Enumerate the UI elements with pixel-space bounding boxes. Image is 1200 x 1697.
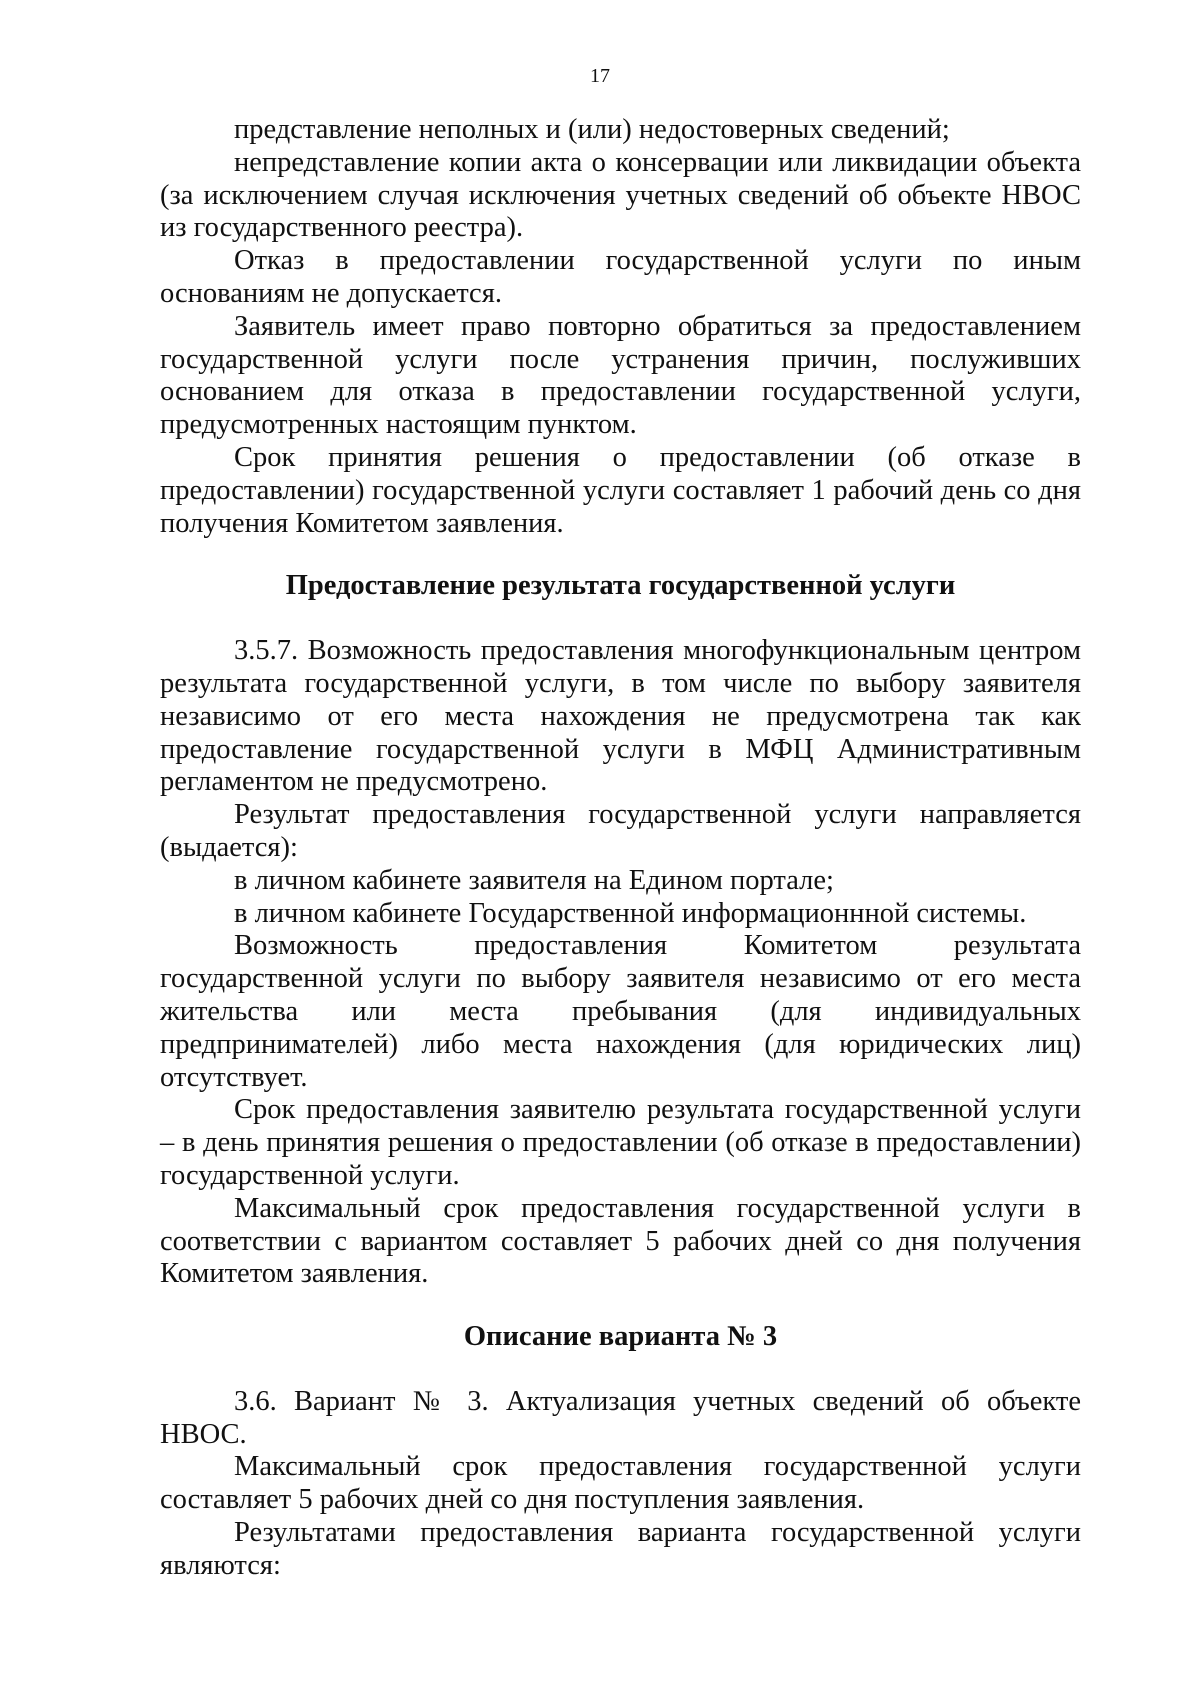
document-body	[160, 114, 1081, 1583]
spacer	[160, 603, 1081, 635]
paragraph: непредставление копии акта о консервации или ликвидации объекта (за исключением случая исключения учетных сведений об объекте НВОС из государственного реестра).	[160, 146, 1081, 244]
paragraph: в личном кабинете Государственной информационнной системы.	[234, 897, 1027, 929]
spacer	[160, 1354, 1081, 1386]
paragraph: Срок принятия решения о предоставлении (об отказе в предоставлении) государственной услуги составляет 1 рабочий день со дня получения Комитетом заявления.	[160, 441, 1081, 539]
paragraph: в личном кабинете заявителя на Едином портале;	[234, 864, 834, 896]
spacer	[160, 1291, 1081, 1321]
paragraph: Результатами предоставления варианта государственной услуги являются:	[160, 1517, 1081, 1581]
section-heading: Описание варианта № 3	[463, 1321, 778, 1353]
paragraph: Отказ в предоставлении государственной услуги по иным основаниям не допускается.	[160, 245, 1081, 309]
paragraph: Максимальный срок предоставления государственной услуги составляет 5 рабочих дней со дня поступления заявления.	[160, 1451, 1081, 1516]
section-heading: Предоставление результата государственной услуги	[285, 570, 956, 602]
paragraph: Срок предоставления заявителю результата государственной услуги – в день принятия решения о предоставлении (об отказе в предоставлении) государственной услуги.	[160, 1094, 1081, 1191]
paragraph: Максимальный срок предоставления государственной услуги в соответствии с вариантом составляет 5 рабочих дней со дня получения Комитетом заявления.	[160, 1192, 1081, 1290]
spacer	[160, 540, 1081, 570]
paragraph: Возможность предоставления Комитетом результата государственной услуги по выбору заявителя независимо от его места жительства или места пребывания (для индивидуальных предпринимателей) либо места нахождения (для юридических лиц) отсутствует.	[160, 930, 1081, 1093]
paragraph: 3.6. Вариант № 3. Актуализация учетных сведений об объекте НВОС.	[160, 1385, 1081, 1450]
page-number: 17	[590, 65, 610, 87]
paragraph: Заявитель имеет право повторно обратиться за предоставлением государственной услуги после устранения причин, послуживших основанием для отказа в предоставлении государственной услуги, предусмотренных настоящим пунктом.	[160, 310, 1081, 441]
paragraph: Результат предоставления государственной услуги направляется (выдается):	[160, 799, 1081, 863]
paragraph: представление неполных и (или) недостоверных сведений;	[234, 114, 950, 145]
paragraph: 3.5.7. Возможность предоставления многофункциональным центром результата государственной услуги, в том числе по выбору заявителя независимо от его места нахождения не предусмотрена так как предоставление государственной услуги в МФЦ Административным регламентом не предусмотрено.	[160, 635, 1081, 798]
